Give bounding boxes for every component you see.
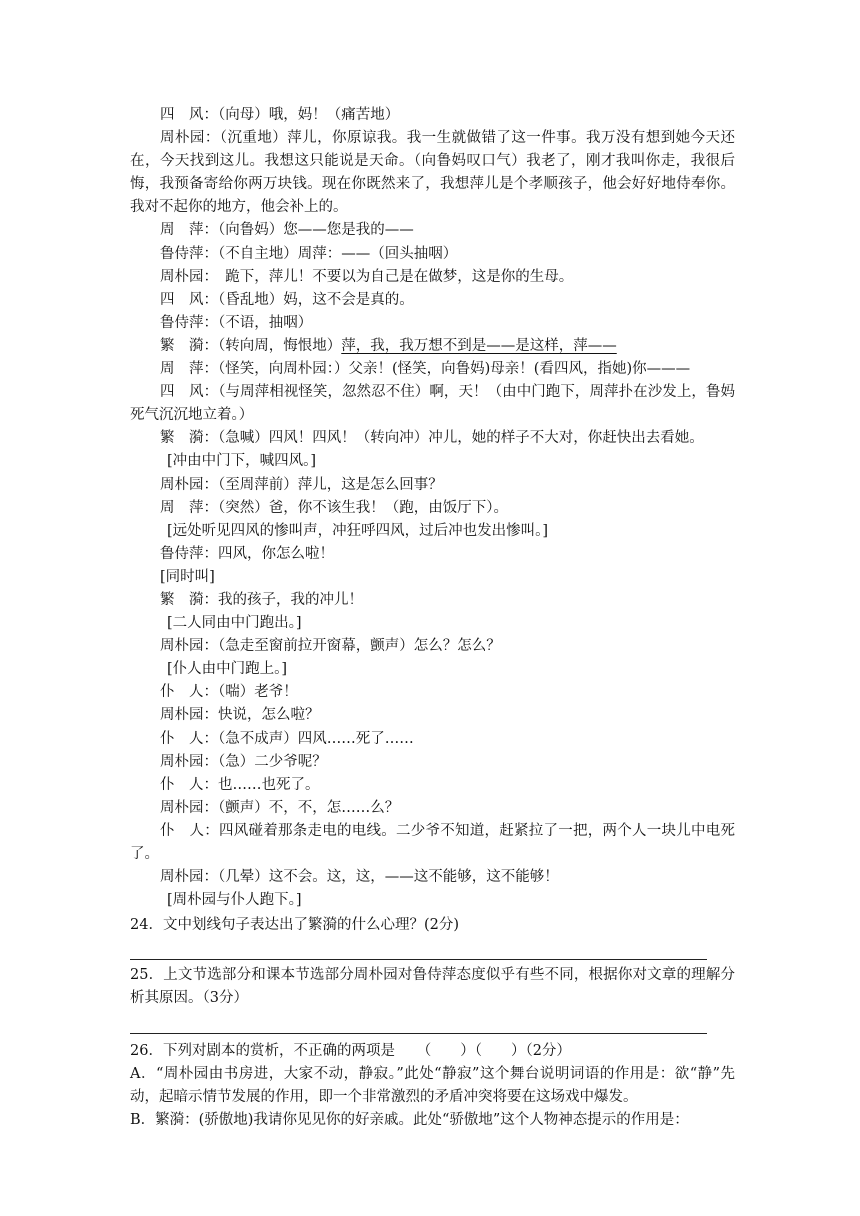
dialogue-line: 周朴园：（几晕）这不会。这，这，——这不能够，这不能够！: [160, 869, 559, 886]
question-25: 25．上文节选部分和课本节选部分周朴园对鲁侍萍态度似乎有些不同，根据你对文章的理解分析其原因。（3分）: [130, 967, 735, 1007]
answer-line-25[interactable]: [130, 1011, 707, 1034]
dialogue-line: 仆 人：（急不成声）四风……死了……: [160, 730, 414, 747]
dialogue-line: 仆 人：（喘）老爷！: [160, 684, 298, 701]
option-a: A．“周朴园由书房进，大家不动，静寂。”此处“静寂”这个舞台说明词语的作用是：欲“静”先动，起暗示情节发展的作用，即一个非常激烈的矛盾冲突将要在这场戏中爆发。: [130, 1065, 735, 1105]
dialogue-line: 周朴园： 跪下，萍儿！不要以为自己是在做梦，这是你的生母。: [160, 268, 574, 285]
dialogue-line: 周 萍：（怪笑，向周朴园：）父亲！(怪笑，向鲁妈)母亲！(看四风，指她)你———: [160, 361, 691, 378]
dialogue-line: 周朴园：（急走至窗前拉开窗幕，颤声）怎么？怎么？: [160, 638, 501, 655]
dialogue-paragraph: 仆 人：四风碰着那条走电的电线。二少爷不知道，赶紧拉了一把，两个人一块儿中电死了。: [130, 822, 735, 862]
dialogue-line: 周朴园：快说，怎么啦？: [160, 707, 320, 724]
dialogue-paragraph: 四 风：（与周萍相视怪笑，忽然忍不住）啊，天！（由中门跑下，周萍扑在沙发上，鲁妈死气沉沉地立着。）: [130, 384, 735, 424]
question-24: 24．文中划线句子表达出了繁漪的什么心理？(2分): [130, 917, 459, 934]
dialogue-line: 四 风：（昏乱地）妈，这不会是真的。: [160, 291, 414, 308]
dialogue-line-underlined: [130, 335, 735, 358]
question-26: 26．下列对剧本的赏析，不正确的两项是 （ ）（ ）（2分）: [130, 1042, 571, 1059]
dialogue-line: 鲁侍萍：（不自主地）周萍：——（回头抽咽）: [160, 245, 458, 262]
dialogue-line: 仆 人：也……也死了。: [160, 776, 320, 793]
underlined-sentence: 萍，我，我万想不到是——是这样，萍——: [341, 337, 617, 354]
dialogue-line: 鲁侍萍：四风，你怎么啦！: [160, 545, 334, 562]
dialogue-line: 鲁侍萍：（不语，抽咽）: [160, 314, 313, 331]
dialogue-line: 周朴园：（至周萍前）萍儿，这是怎么回事？: [160, 476, 443, 493]
speaker-fanyi: 繁 漪：（转向周，悔恨地）: [160, 337, 342, 354]
stage-direction: [二人同由中门跑出。]: [167, 615, 302, 632]
dialogue-line: 繁 漪：（急喊）四风！四风！（转向冲）冲儿，她的样子不大对，你赶快出去看她。: [160, 430, 704, 447]
dialogue-line: 周朴园：（急）二少爷呢？: [160, 753, 327, 770]
dialogue-paragraph: 周朴园：（沉重地）萍儿，你原谅我。我一生就做错了这一件事。我万没有想到她今天还在，今天找到这儿。我想这只能说是天命。（向鲁妈叹口气）我老了，刚才我叫你走，我很后悔，我预备寄给你两万块钱。现在你既然来了，我想萍儿是个孝顺孩子，他会好好地侍奉你。我对不起你的地方，他会补上的。: [130, 130, 735, 216]
script-excerpt: [130, 104, 735, 1132]
answer-line-24[interactable]: [130, 937, 707, 960]
option-b: B．繁漪：(骄傲地)我请你见见你的好亲戚。此处“骄傲地”这个人物神态提示的作用是：: [130, 1111, 689, 1128]
dialogue-line: 周 萍：（向鲁妈）您——您是我的——: [160, 222, 414, 239]
dialogue-line: 繁 漪：我的孩子，我的冲儿！: [160, 591, 363, 608]
dialogue-line: 周朴园：（颤声）不，不，怎……么？: [160, 799, 400, 816]
stage-direction: [远处听见四风的惨叫声，冲狂呼四风，过后冲也发出惨叫。]: [167, 522, 549, 539]
stage-direction: [仆人由中门跑上。]: [167, 661, 288, 678]
stage-direction: [周朴园与仆人跑下。]: [167, 892, 302, 909]
dialogue-line: 周 萍：（突然）爸，你不该生我！（跑，由饭厅下）。: [160, 499, 508, 516]
stage-direction: [同时叫]: [160, 568, 215, 585]
stage-direction: [冲由中门下，喊四风。]: [167, 453, 317, 470]
dialogue-line: 四 风：（向母）哦，妈！（痛苦地）: [160, 107, 400, 123]
